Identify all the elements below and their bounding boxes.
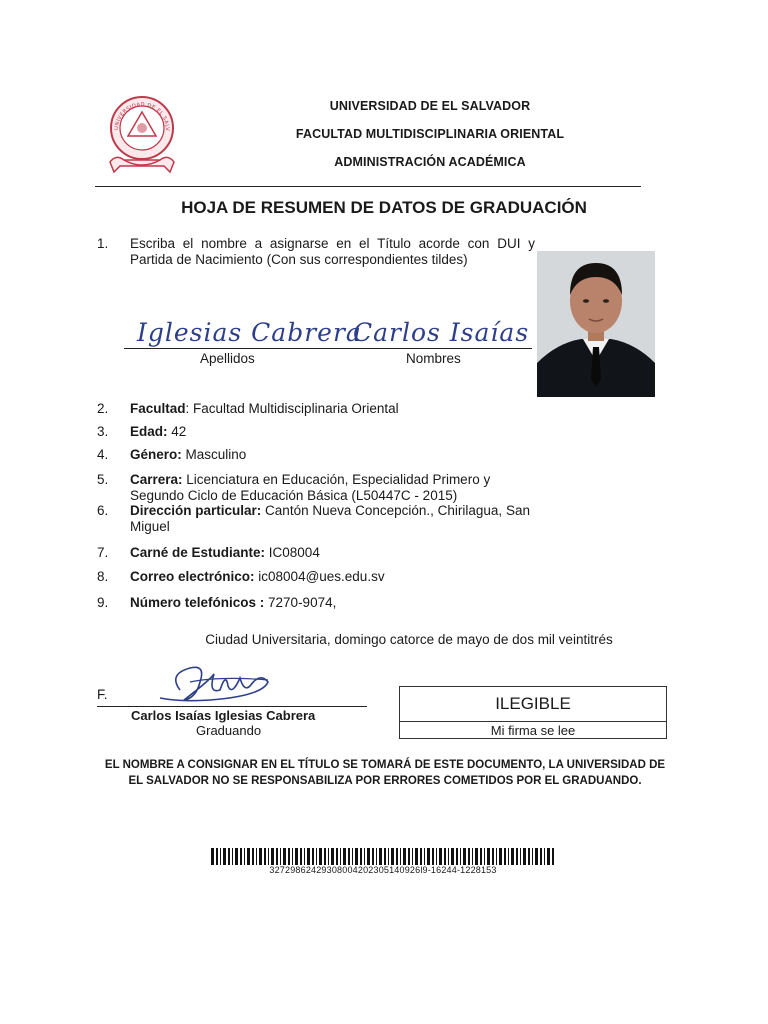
item-4-number: 4. — [97, 447, 109, 462]
student-id-label: Carné de Estudiante: — [130, 545, 266, 560]
item-6-text — [130, 503, 530, 535]
names-underline — [124, 348, 532, 349]
signature-line — [97, 706, 367, 707]
item-9-number: 9. — [97, 595, 109, 610]
barcode-number: 32729862429308004202305140926l9-16244-1228153 — [269, 865, 497, 875]
graduate-name: Carlos Isaías Iglesias Cabrera — [131, 708, 316, 723]
item-6-number: 6. — [97, 503, 109, 518]
legibility-note: Mi firma se lee — [490, 723, 576, 738]
gender-label: Género: — [130, 447, 182, 462]
item-3-text — [130, 424, 186, 440]
signature-f-label: F. — [97, 687, 108, 702]
header-divider — [95, 186, 641, 187]
document-title: HOJA DE RESUMEN DE DATOS DE GRADUACIÓN — [181, 198, 587, 217]
city-date-line: Ciudad Universitaria, domingo catorce de mayo de dos mil veintitrés — [205, 632, 613, 647]
faculty-value: : Facultad Multidisciplinaria Oriental — [185, 401, 399, 416]
item-8-number: 8. — [97, 569, 109, 584]
phone-value: 7270-9074, — [264, 595, 337, 610]
gender-value: Masculino — [181, 447, 247, 462]
email-label: Correo electrónico: — [130, 569, 255, 584]
email-value: ic08004@ues.edu.sv — [254, 569, 385, 584]
department-name: ADMINISTRACIÓN ACADÉMICA — [334, 155, 526, 169]
age-value: 42 — [167, 424, 187, 439]
item-1-number: 1. — [97, 236, 109, 251]
item-5-number: 5. — [97, 472, 109, 487]
handwritten-surnames: Iglesias Cabrera — [137, 318, 362, 347]
graduate-role: Graduando — [196, 723, 262, 738]
item-2-text — [130, 401, 399, 417]
faculty-name: FACULTAD MULTIDISCIPLINARIA ORIENTAL — [295, 127, 565, 141]
item-4-text — [130, 447, 246, 463]
student-id-value: IC08004 — [265, 545, 320, 560]
phone-label: Número telefónicos : — [130, 595, 265, 610]
career-value: Licenciatura en Educación, Especialidad Primero y Segundo Ciclo de Educación Básica (L50447C - 2015) — [130, 472, 491, 503]
address-value: Cantón Nueva Concepción., Chirilagua, San Miguel — [130, 503, 530, 534]
surnames-label: Apellidos — [200, 351, 255, 366]
legibility-box — [399, 686, 667, 739]
item-1-text: Escriba el nombre a asignarse en el Título acorde con DUI y Partida de Nacimiento (Con sus correspondientes tildes) — [130, 236, 535, 267]
item-2-number: 2. — [97, 401, 109, 416]
university-name: UNIVERSIDAD DE EL SALVADOR — [329, 99, 531, 113]
disclaimer-text: EL NOMBRE A CONSIGNAR EN EL TÍTULO SE TOMARÁ DE ESTE DOCUMENTO, LA UNIVERSIDAD DE EL SALVADOR NO SE RESPONSABILIZA POR ERRORES COMETIDOS POR EL GRADUANDO. — [104, 759, 666, 787]
age-label: Edad: — [130, 424, 168, 439]
item-3-number: 3. — [97, 424, 109, 439]
item-9-text — [130, 595, 336, 611]
item-8-text — [130, 569, 385, 585]
faculty-label: Facultad — [130, 401, 186, 416]
legibility-status: ILEGIBLE — [400, 687, 666, 722]
seal-text: UNIVERSIDAD DE EL SALV — [113, 101, 171, 131]
item-5-text — [130, 472, 520, 504]
career-label: Carrera: — [130, 472, 183, 487]
address-label: Dirección particular: — [130, 503, 262, 518]
item-7-number: 7. — [97, 545, 109, 560]
item-7-text — [130, 545, 320, 561]
portrait-photo — [537, 251, 655, 397]
first-names-label: Nombres — [406, 351, 461, 366]
handwritten-first-names: Carlos Isaías — [353, 318, 530, 347]
